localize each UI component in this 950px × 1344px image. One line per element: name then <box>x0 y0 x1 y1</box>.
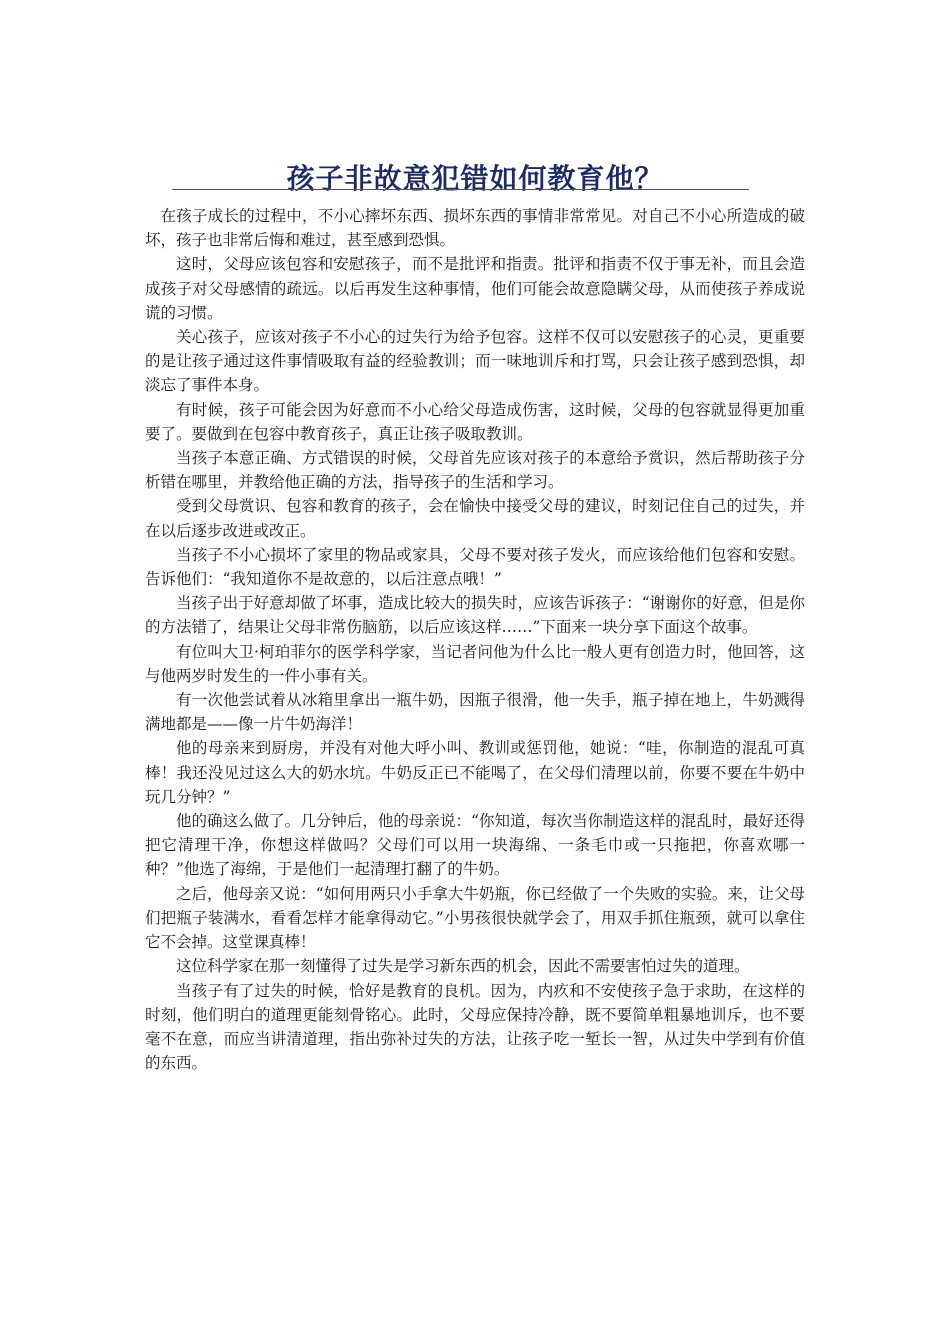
paragraph: 之后，他母亲又说：“如何用两只小手拿大牛奶瓶，你已经做了一个失败的实验。来，让父母们把瓶子装满水，看看怎样才能拿得动它。”小男孩很快就学会了，用双手抓住瓶颈，就可以拿住它不会掉。这堂课真棒！ <box>145 884 805 952</box>
paragraph: 这位科学家在那一刻懂得了过失是学习新东西的机会，因此不需要害怕过失的道理。 <box>176 957 750 976</box>
paragraph: 受到父母赏识、包容和教育的孩子，会在愉快中接受父母的建议，时刻记住自己的过失，并在以后逐步改进或改正。 <box>145 497 805 540</box>
paragraph: 当孩子本意正确、方式错误的时候，父母首先应该对孩子的本意给予赏识，然后帮助孩子分析错在哪里，并教给他正确的方法，指导孩子的生活和学习。 <box>145 449 805 492</box>
paragraph: 当孩子出于好意却做了坏事，造成比较大的损失时，应该告诉孩子：“谢谢你的好意，但是你的方法错了，结果让父母非常伤脑筋，以后应该这样……”下面来一块分享下面这个故事。 <box>145 594 805 637</box>
paragraph: 他的确这么做了。几分钟后，他的母亲说：“你知道，每次当你制造这样的混乱时，最好还得把它清理干净，你想这样做吗？父母们可以用一块海绵、一条毛巾或一只拖把，你喜欢哪一种？”他选了海绵，于是他们一起清理打翻了的牛奶。 <box>145 812 805 879</box>
paragraph: 他的母亲来到厨房，并没有对他大呼小叫、教训或惩罚他，她说：“哇，你制造的混乱可真棒！我还没见过这么大的奶水坑。牛奶反正已不能喝了，在父母们清理以前，你要不要在牛奶中玩几分钟？” <box>145 739 805 806</box>
title-divider <box>172 189 749 190</box>
article-body <box>145 204 805 1075</box>
paragraph: 有位叫大卫·柯珀菲尔的医学科学家，当记者问他为什么比一般人更有创造力时，他回答，这与他两岁时发生的一件小事有关。 <box>145 642 805 685</box>
paragraph: 当孩子有了过失的时候，恰好是教育的良机。因为，内疚和不安使孩子急于求助，在这样的时刻，他们明白的道理更能刻骨铭心。此时，父母应保持冷静，既不要简单粗暴地训斥，也不要毫不在意，而应当讲清道理，指出弥补过失的方法，让孩子吃一堑长一智，从过失中学到有价值的东西。 <box>145 981 805 1073</box>
paragraph: 当孩子不小心损坏了家里的物品或家具，父母不要对孩子发火，而应该给他们包容和安慰。告诉他们：“我知道你不是故意的，以后注意点哦！” <box>145 545 805 589</box>
paragraph: 有一次他尝试着从冰箱里拿出一瓶牛奶，因瓶子很滑，他一失手，瓶子掉在地上，牛奶溅得满地都是——像一片牛奶海洋！ <box>145 691 805 734</box>
paragraph: 在孩子成长的过程中，不小心摔坏东西、损坏东西的事情非常常见。对自己不小心所造成的破坏，孩子也非常后悔和难过，甚至感到恐惧。 <box>145 207 805 250</box>
page-title: 孩子非故意犯错如何教育他？ <box>286 161 664 195</box>
paragraph: 这时，父母应该包容和安慰孩子，而不是批评和指责。批评和指责不仅于事无补，而且会造成孩子对父母感情的疏远。以后再发生这种事情，他们可能会故意隐瞒父母，从而使孩子养成说谎的习惯。 <box>145 255 805 322</box>
paragraph: 有时候，孩子可能会因为好意而不小心给父母造成伤害，这时候，父母的包容就显得更加重要了。要做到在包容中教育孩子，真正让孩子吸取教训。 <box>145 400 805 443</box>
paragraph: 关心孩子，应该对孩子不小心的过失行为给予包容。这样不仅可以安慰孩子的心灵，更重要的是让孩子通过这件事情吸取有益的经验教训；而一味地训斥和打骂，只会让孩子感到恐惧，却淡忘了事件本身。 <box>145 328 805 395</box>
